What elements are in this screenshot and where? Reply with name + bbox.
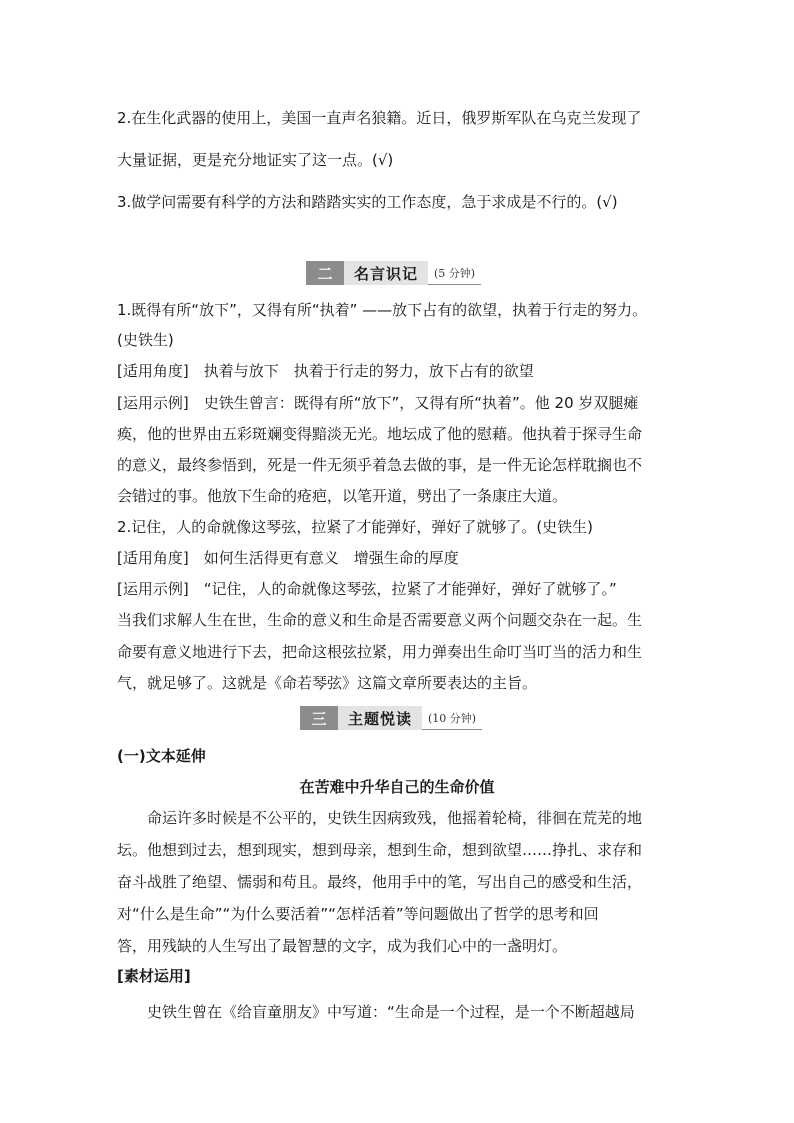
reading-line: 答，用残缺的人生写出了最智慧的文字，成为我们心中的一盏明灯。 xyxy=(117,937,568,955)
quote-line: 气，就足够了。这就是《命若琴弦》这篇文章所要表达的主旨。 xyxy=(117,674,538,692)
section-header-reading xyxy=(300,706,482,730)
material-label: [素材运用] xyxy=(117,967,191,985)
reading-line: 史铁生曾在《给盲童朋友》中写道：“生命是一个过程，是一个不断超越局 xyxy=(147,1003,635,1021)
quote-line: [适用角度] 执着与放下 执着于行走的努力，放下占有的欲望 xyxy=(117,362,534,380)
quote-line: 痪，他的世界由五彩斑斓变得黯淡无光。地坛成了他的慰藉。他执着于探寻生命 xyxy=(117,425,643,443)
section-number: 三 xyxy=(300,706,338,730)
section-number: 二 xyxy=(306,261,344,285)
section-time: (10 分钟) xyxy=(422,706,482,730)
judgment-line: 大量证据，更是充分地证实了这一点。(√) xyxy=(117,151,394,169)
section-title: 名言识记 xyxy=(344,261,428,285)
quote-line: [运用示例] “记住，人的命就像这琴弦，拉紧了才能弹好，弹好了就够了。” xyxy=(117,580,617,598)
section-title: 主题悦读 xyxy=(338,706,422,730)
quote-line: 的意义，最终参悟到，死是一件无须乎着急去做的事，是一件无论怎样耽搁也不 xyxy=(117,456,643,474)
section-header-quotes xyxy=(306,261,481,285)
reading-line: 命运许多时候是不公平的，史铁生因病致残，他摇着轮椅，徘徊在荒芜的地 xyxy=(147,809,643,827)
section-time: (5 分钟) xyxy=(428,261,481,285)
quote-line: 1.既得有所“放下”，又得有所“执着” ——放下占有的欲望，执着于行走的努力。 xyxy=(117,301,648,319)
reading-subhead: (一)文本延伸 xyxy=(117,747,206,765)
reading-line: 对“什么是生命”“为什么要活着”“怎样活着”等问题做出了哲学的思考和回 xyxy=(117,905,599,923)
quote-line: [适用角度] 如何生活得更有意义 增强生命的厚度 xyxy=(117,549,459,567)
quote-line: (史铁生) xyxy=(117,331,174,349)
reading-title: 在苦难中升华自己的生命价值 xyxy=(299,778,495,796)
judgment-line: 2.在生化武器的使用上，美国一直声名狼籍。近日，俄罗斯军队在乌克兰发现了 xyxy=(117,109,642,127)
reading-line: 奋斗战胜了绝望、懦弱和苟且。最终，他用手中的笔，写出自己的感受和生活， xyxy=(117,873,643,891)
quote-line: 2.记住，人的命就像这琴弦，拉紧了才能弹好，弹好了就够了。(史铁生) xyxy=(117,518,594,536)
judgment-line: 3.做学问需要有科学的方法和踏踏实实的工作态度，急于求成是不行的。(√) xyxy=(117,193,618,211)
quote-line: [运用示例] 史铁生曾言：既得有所“放下”，又得有所“执着”。他 20 岁双腿瘫 xyxy=(117,394,639,412)
quote-line: 会错过的事。他放下生命的疮疤，以笔开道，劈出了一条康庄大道。 xyxy=(117,487,568,505)
quote-line: 当我们求解人生在世，生命的意义和生命是否需要意义两个问题交杂在一起。生 xyxy=(117,611,643,629)
reading-line: 坛。他想到过去，想到现实，想到母亲，想到生命，想到欲望……挣扎、求存和 xyxy=(117,841,643,859)
quote-line: 命要有意义地进行下去，把命这根弦拉紧，用力弹奏出生命叮当叮当的活力和生 xyxy=(117,643,643,661)
